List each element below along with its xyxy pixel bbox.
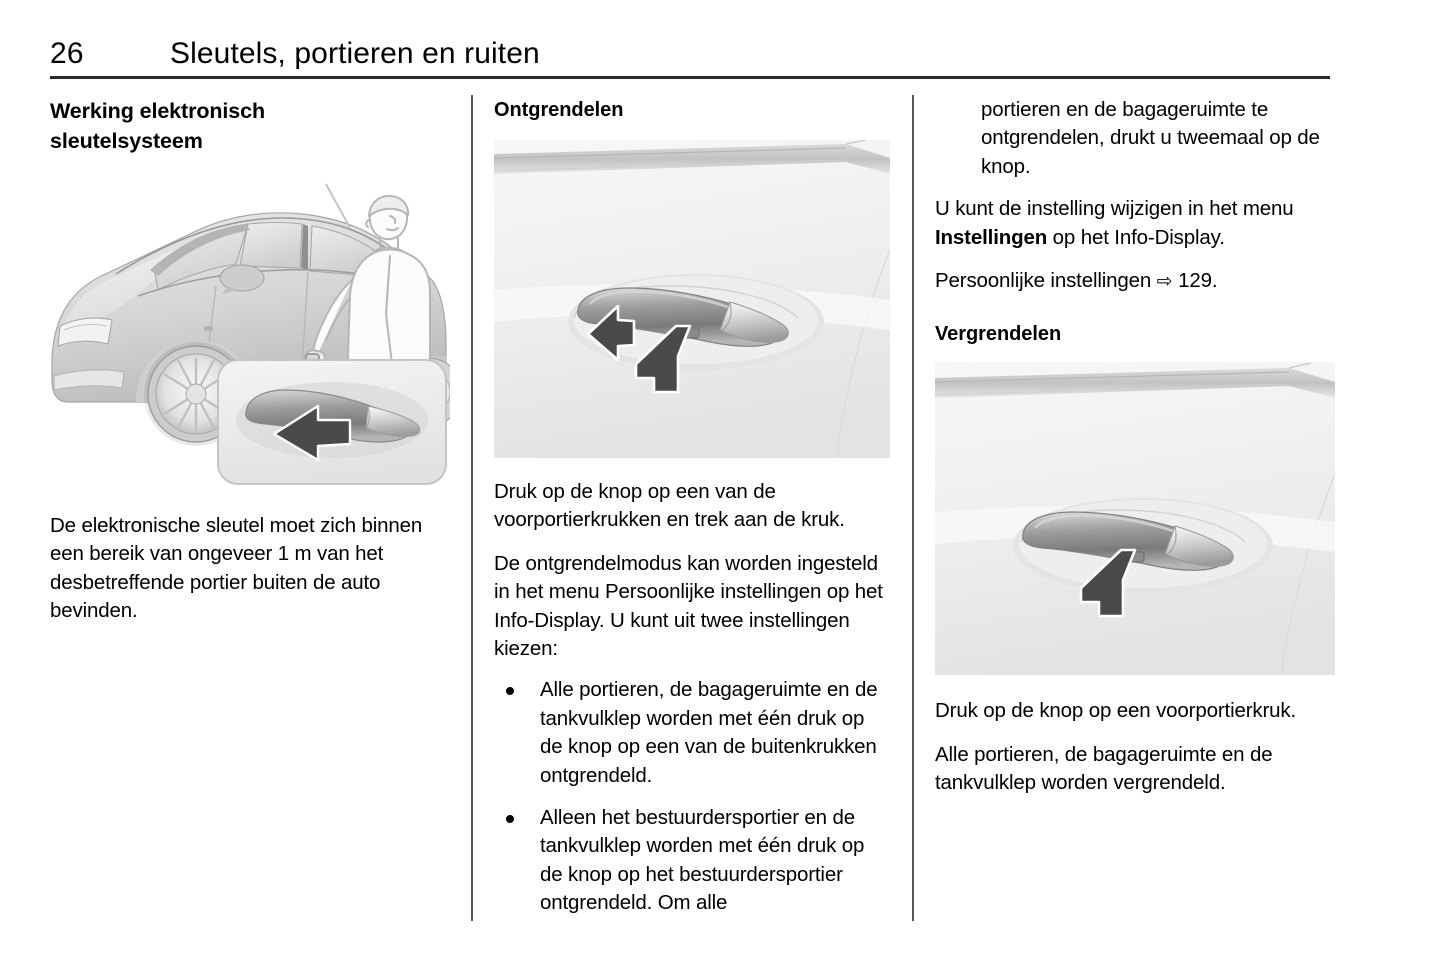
figure-door-handle-lock bbox=[935, 362, 1335, 675]
section-title-line-2: sleutelsysteem bbox=[50, 129, 203, 153]
section-title-line-1: Werking elektronisch bbox=[50, 99, 266, 123]
header-divider-rule bbox=[50, 76, 1330, 79]
menu-name-instellingen: Instellingen bbox=[935, 225, 1048, 249]
column-divider-1 bbox=[471, 95, 473, 921]
unlock-options-list bbox=[494, 676, 892, 917]
column-right bbox=[935, 96, 1335, 798]
cross-reference-label: Persoonlijke instellingen bbox=[935, 269, 1152, 293]
list-item bbox=[494, 804, 892, 918]
paragraph-press-front-handle: Druk op de knop op een voorportierkruk. bbox=[935, 699, 1297, 723]
inset-handle-callout bbox=[218, 360, 446, 484]
page-number: 26 bbox=[50, 37, 84, 70]
figure-car-with-driver bbox=[50, 168, 450, 488]
list-item-label: Alle portieren, de bagageruimte en de tankvulklep worden met één druk op de knop op een van de buitenkrukken ontgrendeld. bbox=[540, 678, 878, 787]
setting-text-part-2: op het Info-Display. bbox=[1047, 225, 1225, 249]
figure-door-handle-unlock bbox=[494, 140, 890, 458]
cross-reference-page-number: 129. bbox=[1178, 269, 1218, 293]
cross-reference-arrow-icon: ⇨ bbox=[1156, 270, 1173, 293]
subheading-locking: Vergrendelen bbox=[935, 323, 1062, 346]
subheading-unlocking: Ontgrendelen bbox=[494, 99, 624, 121]
list-item-label: Alleen het bestuurdersportier en de tankvulklep worden met één druk op de knop op het bestuurdersportier ontgrendeld. Om alle bbox=[540, 806, 865, 915]
paragraph-unlock-mode: De ontgrendelmodus kan worden ingesteld in het menu Persoonlijke instellingen op het Info-Display. U kunt uit twee instellingen kiezen: bbox=[494, 551, 883, 661]
paragraph-bullet-continuation: portieren en de bagageruimte te ontgrendelen, drukt u tweemaal op de knop. bbox=[981, 98, 1320, 178]
paragraph-all-doors-locked: Alle portieren, de bagageruimte en de tankvulklep worden vergrendeld. bbox=[935, 742, 1273, 795]
paragraph-change-setting bbox=[935, 195, 1335, 252]
column-middle bbox=[494, 96, 892, 918]
bullet-dot-icon bbox=[506, 815, 514, 823]
setting-text-part-1: U kunt de instelling wijzigen in het menu bbox=[935, 197, 1294, 221]
list-item bbox=[494, 676, 892, 790]
cross-reference-personal-settings[interactable] bbox=[935, 267, 1335, 295]
page-title: Sleutels, portieren en ruiten bbox=[170, 37, 540, 70]
bullet-dot-icon bbox=[506, 687, 514, 695]
column-left bbox=[50, 96, 454, 626]
paragraph-key-range: De elektronische sleutel moet zich binnen een bereik van ongeveer 1 m van het desbetreffende portier buiten de auto bevinden. bbox=[50, 514, 423, 623]
section-title-electronic-key bbox=[50, 96, 454, 156]
paragraph-press-and-pull: Druk op de knop op een van de voorportierkrukken en trek aan de kruk. bbox=[494, 480, 845, 532]
column-divider-2 bbox=[912, 95, 914, 921]
page-header bbox=[50, 36, 1330, 80]
